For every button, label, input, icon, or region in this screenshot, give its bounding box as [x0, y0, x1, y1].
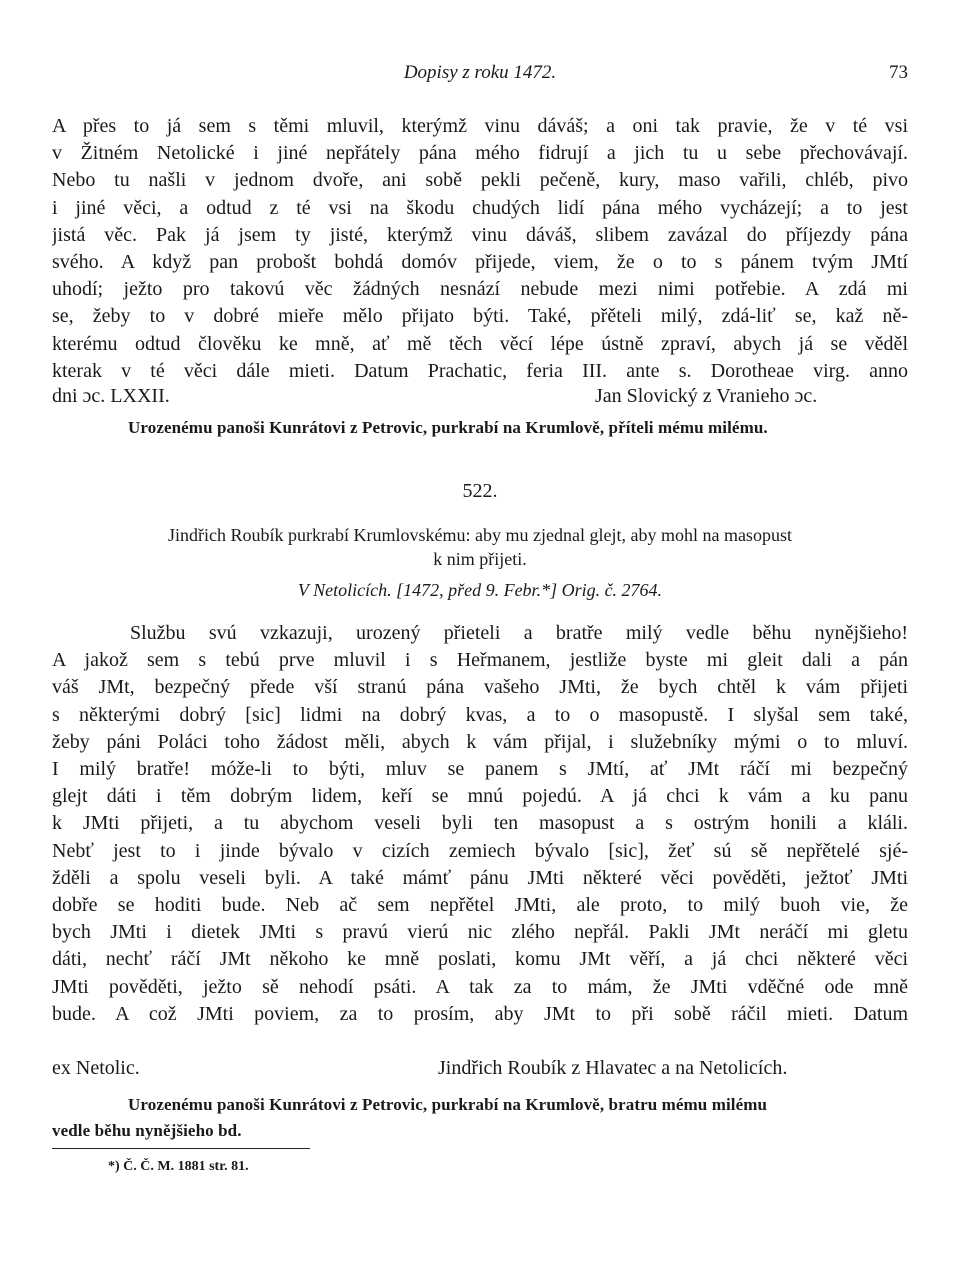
text-line: kterému odtud člověku ke mně, ať mě těch věcí lépe ústně zpraví, abych já se věděl [52, 332, 908, 355]
text-line: A jakož sem s tebú prve mluvil i s Heřmanem, jestliže byste mi gleit dali a pán [52, 649, 908, 672]
text-line: Nebo tu našli v jednom dvoře, ani sobě pekli pečeně, kury, maso vařili, chléb, pivo [52, 169, 908, 192]
letter-522-address [52, 1092, 912, 1144]
source-reference: V Netolicích. [1472, před 9. Febr.*] Orig. č. 2764. [297, 580, 663, 600]
page-header [52, 62, 908, 88]
text-line: jistá věc. Pak já jsem ty jisté, kterýmž vinu dáváš, slibem zavázal do příjezdy pána [52, 223, 908, 246]
summary-line: k nim přijeti. [433, 549, 527, 569]
letter-522-body [52, 620, 908, 1028]
summary-line: Jindřich Roubík purkrabí Krumlovskému: aby mu zjednal glejt, aby mohl na masopust [168, 525, 792, 545]
text-line: glejt dáti i těm dobrým lidem, keří se mnú pojedú. A já chci k vám a ku panu [52, 785, 908, 808]
text-line: uhodí; ježto pro takovú věc žádných nesnází nebude mezi nimi potřebie. A zdá mi [52, 278, 908, 301]
text-line: bych JMti i dietek JMti s pravú vierú nic zlého nepřál. Pakli JMt neráčí mi gletu [52, 921, 908, 944]
text-line: A přes to já sem s těmi mluvil, kterýmž vinu dáváš; a oni tak pravie, že v té vsi [52, 115, 908, 137]
letter-521-address: Urozenému panoši Kunrátovi z Petrovic, purkrabí na Krumlově, příteli mému milému. [128, 418, 768, 437]
running-title: Dopisy z roku 1472. [403, 62, 557, 83]
footnote-divider [52, 1148, 310, 1149]
text-line: s některými dobrý [sic] lidmi na dobrý kvas, a to o masopustě. I slyšal sem také, [52, 703, 908, 726]
letter-number: 522. [462, 480, 498, 502]
text-line: k JMti přijeti, a tu abychom veseli byli ten masopust a s ostrým honili a kláli. [52, 812, 908, 835]
text-line: váš JMt, bezpečný přede vší stranú pána vašeho JMti, že bych chtěl k vám přijeti [52, 676, 908, 699]
text-line: svého. A když pan probošt bohdá domóv přijede, viem, že o to s pánem tvým JMtí [52, 251, 908, 274]
text-line: v Žitném Netolické i jiné nepřátely pána mého fidrují a jich tu u sebe přechovávají. [52, 142, 908, 165]
text-line: I milý bratře! móže-li to býti, mluv se panem s JMtí, ať JMt ráčí mi bezpečný [52, 758, 908, 781]
date-line: ex Netolic. [52, 1057, 140, 1079]
text-line: žděli a spolu veseli byli. A také mámť pánu JMti některé věci pověděti, ježtoť JMti [52, 866, 908, 889]
letter-521-closing [52, 385, 908, 413]
text-line: dobře se hoditi bude. Neb ač sem nepřětel JMti, ale proto, to milý buoh vie, že [52, 894, 908, 917]
page-number: 73 [889, 62, 908, 83]
letter-521-body [52, 113, 908, 385]
signature: Jindřich Roubík z Hlavatec a na Netolicích. [438, 1057, 788, 1079]
letter-522-closing [52, 1057, 908, 1085]
text-line: Nebť jest to i jinde bývalo v cizích zemiech bývalo [sic], žeť sú sě nepřětelé sjé- [52, 839, 908, 862]
text-line: dáti, nechť ráčí JMt někoho ke mně poslati, komu JMt věří, a já chci některé věci [52, 948, 908, 971]
signature: Jan Slovický z Vranieho ɔc. [595, 385, 818, 407]
text-line: i jiné věci, a odtud z té vsi na škodu chudých lidí pána mého vycházejí; a to jest [52, 196, 908, 219]
address-line: vedle běhu nynějšieho bd. [52, 1121, 242, 1140]
text-line: Službu svú vzkazuji, urozený přieteli a bratře milý vedle běhu nynějšieho! [130, 622, 908, 644]
date-line: dni ɔc. LXXII. [52, 385, 170, 407]
text-line: JMti pověděti, ježto sě nehodí psáti. A tak za to mám, že JMti vděčné ode mně [52, 975, 908, 998]
text-line: kterak v té věci dále mieti. Datum Prachatic, feria III. ante s. Dorotheae virg. anno [52, 359, 908, 382]
footnote: *) Č. Č. M. 1881 str. 81. [108, 1159, 249, 1174]
text-line: žeby páni Poláci toho žádost měli, abych k vám přijal, i služebníky mými o to mluví. [52, 730, 908, 753]
text-line: bude. A což JMti poviem, za to prosím, aby JMt to při sobě ráčil mieti. Datum [52, 1002, 908, 1025]
address-line: Urozenému panoši Kunrátovi z Petrovic, purkrabí na Krumlově, bratru mému milému [128, 1095, 768, 1114]
letter-summary [52, 523, 908, 571]
text-line: se, žeby to v dobré mieře mělo přijato býti. Také, přěteli milý, zdá-liť se, kaž ně- [52, 305, 908, 328]
